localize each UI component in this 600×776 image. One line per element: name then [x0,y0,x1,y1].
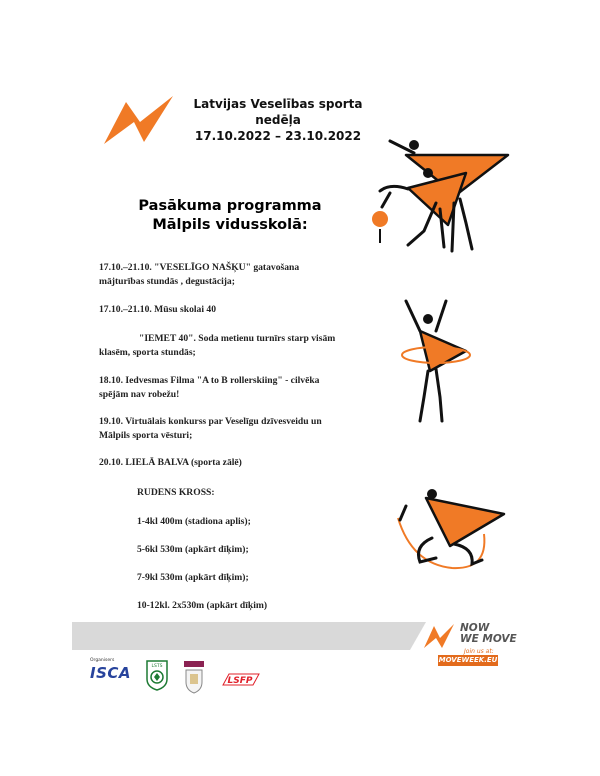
coat-of-arms-logo-icon [179,660,209,696]
schedule-line: 20.10. LIELĀ BALVA (sporta zālē) [99,457,242,468]
jumping-rope-figure-icon [392,488,512,580]
schedule-line: mājturības stundās , degustācija; [99,276,235,287]
orange-arrow-logo-icon [100,92,176,148]
moveweek-link[interactable]: MOVEWEEK.EU [438,656,498,664]
event-dates: 17.10.2022 – 23.10.2022 [194,129,362,143]
schedule-line: "IEMET 40". Soda metienu turnīrs starp visām [139,333,336,344]
schedule-line: 17.10.–21.10. "VESELĪGO NAŠĶU" gatavošana [99,262,300,273]
program-title-line1: Pasākuma programma [138,198,322,214]
we-move-text: WE MOVE [460,633,517,645]
program-title-line2: Mālpils vidusskolā: [152,217,308,233]
now-we-move-logo-icon [422,622,456,650]
schedule-line: spējām nav robežu! [99,389,180,400]
lsfp-logo-icon [219,671,261,688]
schedule-line: 1-4kl 400m (stadiona aplis); [137,516,251,527]
hula-hoop-figure-icon [400,297,474,427]
two-figures-ball-icon [368,133,513,255]
schedule-line: klasēm, sporta stundās; [99,347,196,358]
lsts-text: LSTS [151,664,163,669]
join-us-text: Join us at: [464,648,494,655]
schedule-line: 10-12kl. 2x530m (apkārt dīķim) [137,600,268,611]
lsts-shield-logo-icon [145,659,169,691]
schedule-line: Mālpils sporta vēsturi; [99,430,193,441]
now-we-move-text [460,623,517,645]
lsfp-text: LSFP [227,676,253,686]
program-title [130,197,330,235]
schedule-line: 5-6kl 530m (apkārt dīķim); [137,544,249,555]
schedule-line: 17.10.–21.10. Mūsu skolai 40 [99,304,217,315]
footer-band [72,622,410,650]
schedule-line: 19.10. Virtuālais konkurss par Veselīgu dzīvesveidu un [99,416,322,427]
event-header [178,96,378,144]
now-text: NOW [460,622,490,634]
schedule-line: RUDENS KROSS: [137,487,215,498]
schedule-line: 7-9kl 530m (apkārt dīķim); [137,572,249,583]
organisers-label: Organisers [90,658,115,663]
schedule-line: 18.10. Iedvesmas Filma "A to B rollerskiing" - cilvēka [99,375,320,386]
event-title: Latvijas Veselības sporta nedēļa [193,97,363,127]
isca-logo: ISCA [90,664,132,682]
